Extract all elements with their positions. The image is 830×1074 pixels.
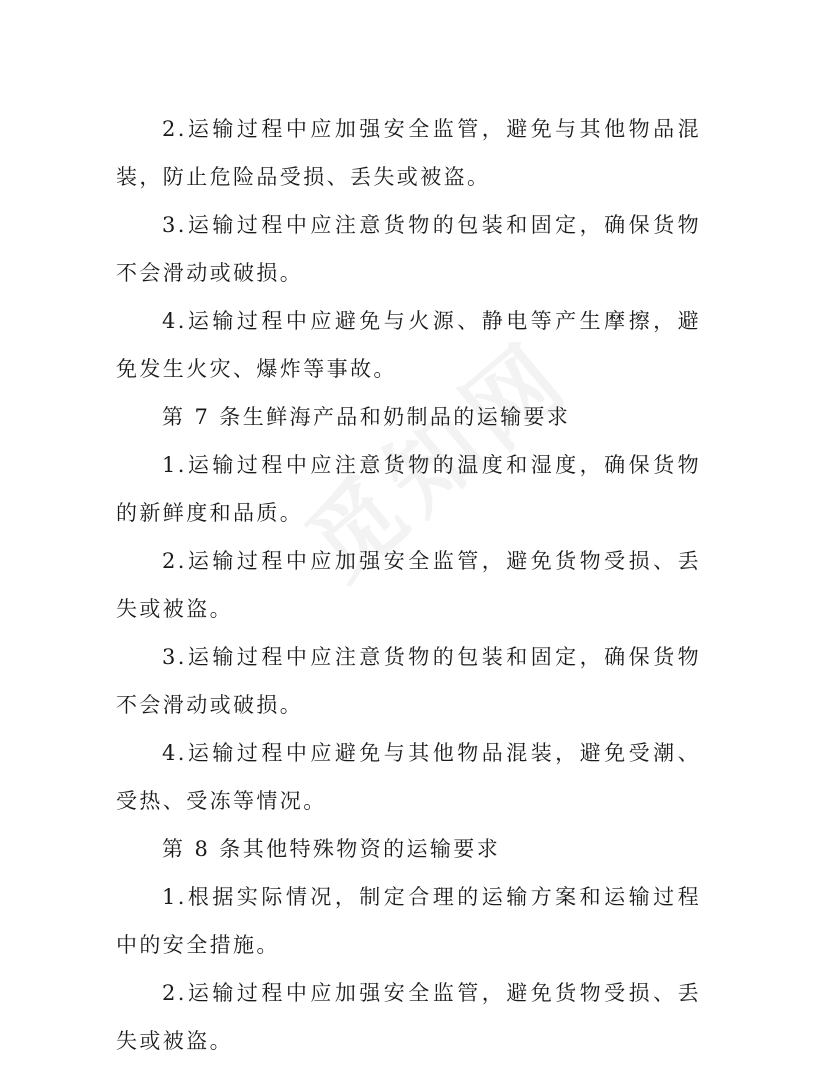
paragraph-transport-security: 2.运输过程中应加强安全监管，避免与其他物品混装，防止危险品受损、丢失或被盗。 [116, 117, 701, 189]
paragraph-packaging: 3.运输过程中应注意货物的包装和固定，确保货物不会滑动或破损。 [116, 213, 701, 285]
paragraph-mixing-fresh: 4.运输过程中应避免与其他物品混装，避免受潮、受热、受冻等情况。 [116, 741, 701, 813]
paragraph-security-fresh: 2.运输过程中应加强安全监管，避免货物受损、丢失或被盗。 [116, 549, 701, 621]
section-heading-article-7: 第 7 条生鲜海产品和奶制品的运输要求 [162, 405, 571, 429]
paragraph-transport-plan: 1.根据实际情况，制定合理的运输方案和运输过程中的安全措施。 [116, 885, 701, 957]
section-heading-article-8: 第 8 条其他特殊物资的运输要求 [162, 837, 501, 861]
paragraph-security-special: 2.运输过程中应加强安全监管，避免货物受损、丢失或被盗。 [116, 981, 701, 1053]
paragraph-fire-prevention: 4.运输过程中应避免与火源、静电等产生摩擦，避免发生火灾、爆炸等事故。 [116, 309, 701, 381]
paragraph-packaging-fresh: 3.运输过程中应注意货物的包装和固定，确保货物不会滑动或破损。 [116, 645, 701, 717]
paragraph-temperature-humidity: 1.运输过程中应注意货物的温度和湿度，确保货物的新鲜度和品质。 [116, 453, 701, 525]
document-body [116, 105, 701, 1065]
